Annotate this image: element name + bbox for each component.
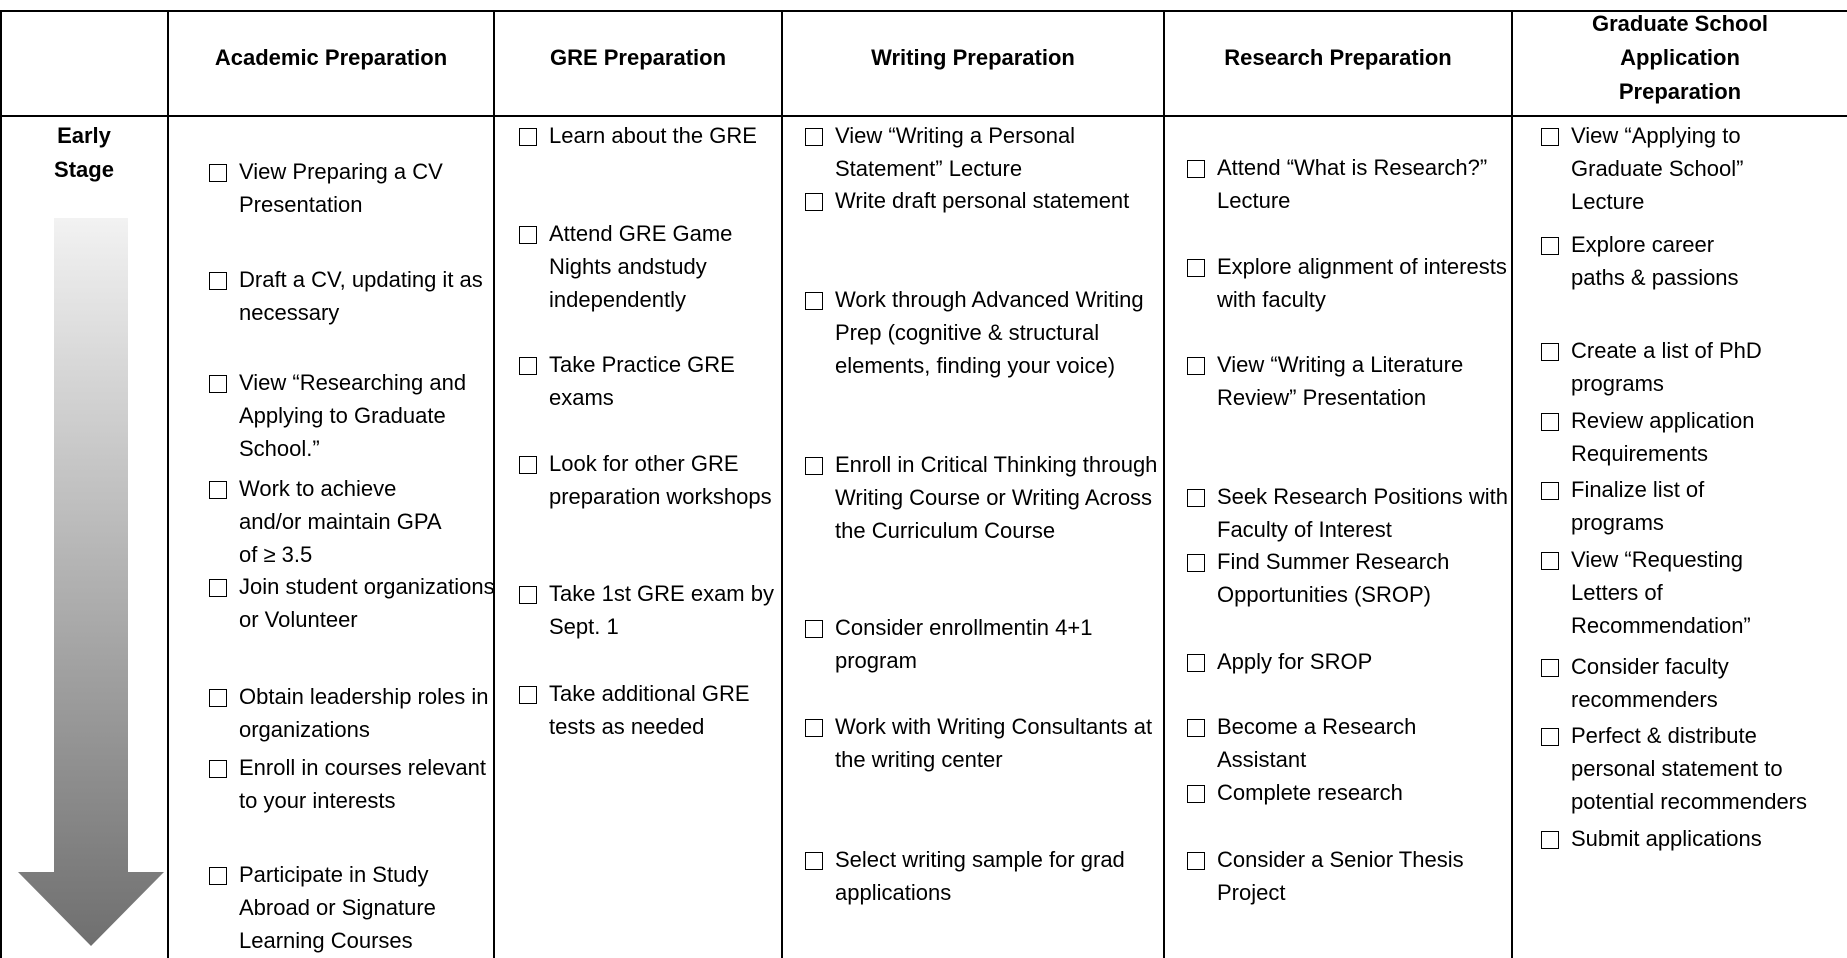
stage-label-line: Early xyxy=(57,123,111,148)
checkbox[interactable] xyxy=(209,867,227,885)
academic-item[interactable]: Obtain leadership roles in organizations xyxy=(205,680,495,746)
checkbox[interactable] xyxy=(1187,852,1205,870)
academic-item[interactable]: Join student organizations or Volunteer xyxy=(205,570,495,636)
academic-item[interactable]: Participate in Study Abroad or Signature Learning Courses xyxy=(205,858,495,957)
writing-item[interactable]: Write draft personal statement xyxy=(801,184,1161,217)
gre-item[interactable]: Attend GRE Game Nights andstudy independently xyxy=(515,217,777,316)
research-item[interactable]: Find Summer Research Opportunities (SROP) xyxy=(1183,545,1509,611)
gre-item[interactable]: Take additional GRE tests as needed xyxy=(515,677,777,743)
column-divider xyxy=(1163,10,1165,958)
gre-item[interactable]: Look for other GRE preparation workshops xyxy=(515,447,777,513)
checkbox[interactable] xyxy=(805,193,823,211)
academic-item[interactable]: View Preparing a CV Presentation xyxy=(205,155,495,221)
header-writing: Writing Preparation xyxy=(871,45,1075,70)
checkbox[interactable] xyxy=(805,457,823,475)
application-item[interactable]: Finalize list of programs xyxy=(1537,473,1847,539)
checkbox[interactable] xyxy=(1187,719,1205,737)
checkbox[interactable] xyxy=(1541,237,1559,255)
checkbox[interactable] xyxy=(1187,489,1205,507)
application-item[interactable]: Perfect & distribute personal statement to potential recommenders xyxy=(1537,719,1847,818)
checkbox[interactable] xyxy=(209,760,227,778)
application-item[interactable]: View “Applying to Graduate School” Lecture xyxy=(1537,119,1847,218)
academic-item[interactable]: View “Researching and Applying to Graduate School.” xyxy=(205,366,495,465)
checkbox[interactable] xyxy=(519,128,537,146)
writing-item[interactable]: View “Writing a Personal Statement” Lecture xyxy=(801,119,1161,185)
gre-item[interactable]: Take 1st GRE exam by Sept. 1 xyxy=(515,577,777,643)
gre-item[interactable]: Learn about the GRE xyxy=(515,119,777,152)
header-application xyxy=(1513,0,1847,116)
academic-item[interactable]: Enroll in courses relevant to your interests xyxy=(205,751,495,817)
header-application-line: Graduate School xyxy=(1591,11,1769,36)
application-item[interactable]: Review application Requirements xyxy=(1537,404,1847,470)
checkbox[interactable] xyxy=(1541,482,1559,500)
checkbox[interactable] xyxy=(1541,343,1559,361)
research-item[interactable]: View “Writing a Literature Review” Presentation xyxy=(1183,348,1509,414)
research-item[interactable]: Explore alignment of interests with faculty xyxy=(1183,250,1509,316)
checkbox[interactable] xyxy=(209,481,227,499)
research-item[interactable]: Complete research xyxy=(1183,776,1509,809)
header-application-line: Preparation xyxy=(1618,79,1742,104)
checkbox[interactable] xyxy=(1541,831,1559,849)
checkbox[interactable] xyxy=(209,579,227,597)
down-arrow-icon xyxy=(18,218,166,946)
checkbox[interactable] xyxy=(805,128,823,146)
checkbox[interactable] xyxy=(519,226,537,244)
application-item[interactable]: Submit applications xyxy=(1537,822,1847,855)
header-academic: Academic Preparation xyxy=(214,45,448,70)
checkbox[interactable] xyxy=(805,620,823,638)
research-item[interactable]: Attend “What is Research?” Lecture xyxy=(1183,151,1509,217)
checkbox[interactable] xyxy=(519,586,537,604)
checkbox[interactable] xyxy=(519,456,537,474)
checkbox[interactable] xyxy=(1187,160,1205,178)
column-divider xyxy=(1511,10,1513,958)
checkbox[interactable] xyxy=(209,164,227,182)
checkbox[interactable] xyxy=(209,272,227,290)
academic-item[interactable]: Draft a CV, updating it as necessary xyxy=(205,263,495,329)
stage-label xyxy=(0,119,168,187)
research-item[interactable]: Seek Research Positions with Faculty of Interest xyxy=(1183,480,1509,546)
column-divider xyxy=(781,10,783,958)
writing-item[interactable]: Work through Advanced Writing Prep (cognitive & structural elements, finding your voice) xyxy=(801,283,1161,382)
application-item[interactable]: Consider faculty recommenders xyxy=(1537,650,1847,716)
writing-item[interactable]: Enroll in Critical Thinking through Writing Course or Writing Across the Curriculum Course xyxy=(801,448,1161,547)
application-item[interactable]: Create a list of PhD programs xyxy=(1537,334,1847,400)
checkbox[interactable] xyxy=(805,719,823,737)
checkbox[interactable] xyxy=(1187,259,1205,277)
checkbox[interactable] xyxy=(519,357,537,375)
checkbox[interactable] xyxy=(1541,413,1559,431)
research-item[interactable]: Become a Research Assistant xyxy=(1183,710,1509,776)
checkbox[interactable] xyxy=(209,375,227,393)
checkbox[interactable] xyxy=(209,689,227,707)
checkbox[interactable] xyxy=(1541,552,1559,570)
application-item[interactable]: Explore career paths & passions xyxy=(1537,228,1847,294)
writing-item[interactable]: Work with Writing Consultants at the writing center xyxy=(801,710,1161,776)
checkbox[interactable] xyxy=(1541,659,1559,677)
stage-label-line: Stage xyxy=(54,157,114,182)
checkbox[interactable] xyxy=(1187,554,1205,572)
application-item[interactable]: View “Requesting Letters of Recommendation” xyxy=(1537,543,1847,642)
writing-item[interactable]: Select writing sample for grad applications xyxy=(801,843,1161,909)
checkbox[interactable] xyxy=(1187,357,1205,375)
checkbox[interactable] xyxy=(1541,128,1559,146)
checkbox[interactable] xyxy=(519,686,537,704)
header-research: Research Preparation xyxy=(1224,45,1452,70)
research-item[interactable]: Apply for SROP xyxy=(1183,645,1509,678)
writing-item[interactable]: Consider enrollmentin 4+1 program xyxy=(801,611,1161,677)
checkbox[interactable] xyxy=(1187,785,1205,803)
checkbox[interactable] xyxy=(805,292,823,310)
header-application-line: Application xyxy=(1620,45,1740,70)
checkbox[interactable] xyxy=(805,852,823,870)
research-item[interactable]: Consider a Senior Thesis Project xyxy=(1183,843,1509,909)
checkbox[interactable] xyxy=(1187,654,1205,672)
gre-item[interactable]: Take Practice GRE exams xyxy=(515,348,777,414)
checkbox[interactable] xyxy=(1541,728,1559,746)
header-gre: GRE Preparation xyxy=(549,45,727,70)
academic-item[interactable]: Work to achieve and/or maintain GPA of ≥ 3.5 xyxy=(205,472,495,571)
